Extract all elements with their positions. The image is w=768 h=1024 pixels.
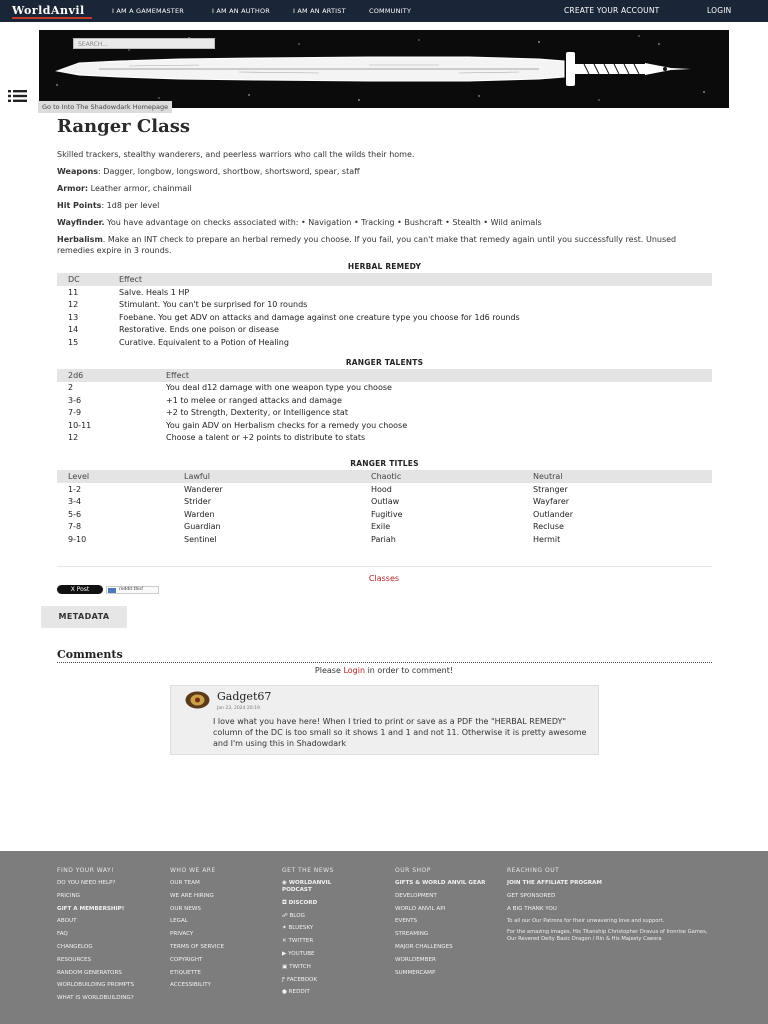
footer-link[interactable]: MAJOR CHALLENGES bbox=[395, 943, 453, 950]
comments-divider bbox=[57, 662, 712, 663]
table-cell: Curative. Equivalent to a Potion of Healing bbox=[119, 337, 289, 347]
footer-link[interactable]: CHANGELOG bbox=[57, 943, 93, 950]
login-prompt bbox=[0, 666, 768, 675]
table-cell: 5-6 bbox=[68, 509, 82, 519]
footer-column-who bbox=[170, 867, 278, 995]
table-cell: 7-9 bbox=[68, 408, 82, 418]
footer-link-label: WORLDANVIL PODCAST bbox=[282, 880, 332, 893]
intro-text: Skilled trackers, stealthy wanderers, and peerless warriors who call the wilds their home. bbox=[57, 150, 415, 159]
column-header: 2d6 bbox=[57, 369, 155, 382]
comment-card bbox=[170, 685, 599, 755]
wayfinder-label: Wayfinder. bbox=[57, 218, 105, 227]
ranger-talents-table bbox=[57, 369, 712, 445]
image-credits: For the amazing images, His Titanship Christopher Dravus of Ironrise Games, Our Revered Deity Basic Dragon / Rin & His Majesty Caeora bbox=[507, 929, 708, 943]
footer-link[interactable]: ABOUT bbox=[57, 918, 77, 925]
create-account-link[interactable]: CREATE YOUR ACCOUNT bbox=[564, 6, 660, 15]
table-row bbox=[57, 336, 712, 349]
table-cell: You deal d12 damage with one weapon type you choose bbox=[166, 383, 392, 393]
table-cell: 1-2 bbox=[68, 484, 82, 494]
footer-link[interactable]: COPYRIGHT bbox=[170, 956, 203, 963]
table-cell: +1 to melee or ranged attacks and damage bbox=[166, 395, 342, 405]
table-row bbox=[57, 324, 712, 337]
hitpoints-value: : 1d8 per level bbox=[101, 201, 160, 210]
podcast-icon: ◉ bbox=[282, 880, 289, 886]
footer-link[interactable] bbox=[282, 964, 390, 971]
footer-link[interactable]: SUMMERCAMP bbox=[395, 969, 436, 976]
login-prompt-prefix: Please bbox=[314, 666, 344, 675]
armor-value: Leather armor, chainmail bbox=[88, 184, 192, 193]
table-cell: Outlander bbox=[533, 509, 573, 519]
wayfinder-value: You have advantage on checks associated with: • Navigation • Tracking • Bushcraft • Stealth • Wild animals bbox=[104, 218, 542, 227]
x-post-button[interactable]: X Post bbox=[57, 585, 103, 594]
herbal-remedy-title: HERBAL REMEDY bbox=[347, 262, 422, 271]
divider bbox=[57, 566, 712, 567]
table-cell: 11 bbox=[68, 287, 79, 297]
twitch-icon: ▣ bbox=[282, 963, 290, 970]
table-cell: Fugitive bbox=[371, 509, 403, 519]
header-banner bbox=[39, 30, 729, 108]
table-cell: 12 bbox=[68, 433, 79, 443]
footer-heading: REACHING OUT bbox=[507, 867, 560, 874]
table-cell: 3-4 bbox=[68, 497, 82, 507]
column-header: Chaotic bbox=[360, 470, 522, 483]
footer-link[interactable]: WORLDEMBER bbox=[395, 956, 436, 963]
footer-column-news bbox=[282, 867, 390, 1002]
footer-link[interactable] bbox=[282, 951, 390, 958]
table-row bbox=[57, 533, 712, 546]
herbalism-label: Herbalism bbox=[57, 235, 103, 244]
worldanvil-logo[interactable]: WorldAnvil bbox=[12, 4, 85, 17]
avatar bbox=[185, 691, 210, 709]
reddit-label: reddit this! bbox=[119, 587, 144, 592]
footer-heading: OUR SHOP bbox=[395, 867, 431, 874]
armor-line bbox=[57, 183, 712, 194]
logo-accent bbox=[12, 17, 92, 19]
homepage-link[interactable]: Go to Into The Shadowdark Homepage bbox=[38, 101, 172, 113]
footer-link-label: REDDIT bbox=[288, 989, 310, 996]
footer-link[interactable]: PRICING bbox=[57, 892, 80, 899]
page-title: Ranger Class bbox=[57, 116, 191, 137]
column-header: Effect bbox=[108, 273, 712, 286]
reddit-icon bbox=[108, 588, 116, 593]
comments-heading: Comments bbox=[57, 648, 123, 661]
footer-link-label: YOUTUBE bbox=[288, 950, 315, 957]
reddit-icon: ● bbox=[282, 989, 289, 996]
discord-icon: ◘ bbox=[282, 899, 289, 906]
footer-link[interactable] bbox=[282, 913, 390, 920]
login-prompt-suffix: in order to comment! bbox=[365, 666, 454, 675]
weapons-line bbox=[57, 166, 712, 177]
footer-link[interactable]: DEVELOPMENT bbox=[395, 892, 437, 899]
metadata-button[interactable]: METADATA bbox=[41, 606, 127, 628]
footer-link-label: BLUESKY bbox=[288, 925, 314, 932]
comment-author[interactable]: Gadget67 bbox=[217, 690, 272, 703]
table-cell: Stimulant. You can't be surprised for 10 rounds bbox=[119, 300, 308, 310]
login-link[interactable]: LOGIN bbox=[707, 6, 732, 15]
table-row bbox=[57, 286, 712, 299]
table-row bbox=[57, 382, 712, 395]
footer-link[interactable]: GET SPONSORED bbox=[507, 892, 556, 899]
table-cell: 12 bbox=[68, 300, 79, 310]
footer-link[interactable] bbox=[282, 989, 390, 996]
table-cell: Outlaw bbox=[371, 497, 400, 507]
footer-link-label: DISCORD bbox=[288, 899, 318, 906]
footer-heading: WHO WE ARE bbox=[170, 867, 216, 874]
table-cell: Wanderer bbox=[184, 484, 223, 494]
footer-link[interactable]: RESOURCES bbox=[57, 956, 92, 963]
ranger-talents-title: RANGER TALENTS bbox=[345, 357, 424, 367]
table-cell: Choose a talent or +2 points to distribute to stats bbox=[166, 433, 366, 443]
hitpoints-label: Hit Points bbox=[57, 201, 102, 210]
wayfinder-line bbox=[57, 217, 712, 228]
herbalism-value: . Make an INT check to prepare an herbal remedy you choose. If you fail, you can't make that remedy again until you successfully rest. Unused remedies expire in 3 rounds. bbox=[57, 235, 677, 255]
column-header: DC bbox=[57, 273, 108, 286]
footer-link[interactable]: PRIVACY bbox=[170, 931, 194, 938]
hitpoints-line bbox=[57, 200, 712, 211]
menu-list-icon[interactable] bbox=[8, 89, 28, 103]
footer-column-reaching-out bbox=[507, 867, 717, 947]
table-row bbox=[57, 496, 712, 509]
ranger-titles-table bbox=[57, 470, 712, 546]
login-comment-link[interactable]: Login bbox=[343, 666, 366, 675]
table-cell: Hermit bbox=[533, 534, 561, 544]
comment-text: I love what you have here! When I tried to print or save as a PDF the "HERBAL REMEDY" column of the DC is too small so it shows 1 and 1 and not 11. Otherwise it is pretty awesome and I'm using this in Shadowdark bbox=[213, 717, 587, 748]
footer-link[interactable]: WHAT IS WORLDBUILDING? bbox=[57, 995, 134, 1002]
table-header-row bbox=[57, 273, 712, 286]
footer-link[interactable]: WE ARE HIRING bbox=[170, 892, 214, 899]
table-cell: Salve. Heals 1 HP bbox=[119, 287, 190, 297]
table-row bbox=[57, 299, 712, 312]
article-content bbox=[57, 116, 712, 546]
footer-link[interactable]: A BIG THANK YOU bbox=[507, 905, 557, 912]
footer-link-label: TWITTER bbox=[288, 938, 314, 945]
table-cell: Restorative. Ends one poison or disease bbox=[119, 325, 279, 335]
youtube-icon: ▶ bbox=[282, 950, 289, 957]
nav-gamemaster[interactable]: I AM A GAMEMASTER bbox=[112, 7, 184, 15]
column-header: Lawful bbox=[173, 470, 360, 483]
footer-link[interactable]: ETIQUETTE bbox=[170, 969, 201, 976]
table-cell: 7-8 bbox=[68, 522, 82, 532]
footer-link[interactable]: LEGAL bbox=[170, 918, 188, 925]
footer-link-label: TWITCH bbox=[289, 963, 311, 970]
table-cell: 9-10 bbox=[68, 534, 87, 544]
table-cell: Pariah bbox=[371, 534, 396, 544]
table-header-row bbox=[57, 369, 712, 382]
footer-link[interactable]: ACCESSIBILITY bbox=[170, 982, 211, 989]
footer-link[interactable]: STREAMING bbox=[395, 931, 429, 938]
footer-link-label: BLOG bbox=[289, 912, 305, 919]
blog-icon: ☍ bbox=[282, 912, 290, 919]
top-navigation-bar bbox=[0, 0, 768, 22]
table-cell: 15 bbox=[68, 337, 79, 347]
patrons-thanks: To all our Our Patrons for their unwavering love and support. bbox=[507, 918, 665, 925]
table-row bbox=[57, 394, 712, 407]
table-row bbox=[57, 432, 712, 445]
search-input[interactable]: SEARCH... bbox=[73, 38, 215, 49]
footer-column-shop bbox=[395, 867, 503, 982]
table-cell: 14 bbox=[68, 325, 79, 335]
table-cell: Sentinel bbox=[184, 534, 217, 544]
footer-link[interactable]: WORLD ANVIL API bbox=[395, 905, 446, 912]
footer-heading: FIND YOUR WAY! bbox=[57, 867, 115, 874]
footer-link[interactable]: FAQ bbox=[57, 931, 68, 938]
table-cell: Stranger bbox=[533, 484, 568, 494]
table-cell: Exile bbox=[371, 522, 391, 532]
column-header: Level bbox=[57, 470, 173, 483]
footer-heading: GET THE NEWS bbox=[282, 867, 334, 874]
footer-link[interactable]: OUR TEAM bbox=[170, 880, 200, 886]
table-cell: 13 bbox=[68, 312, 79, 322]
footer-link[interactable] bbox=[282, 925, 390, 932]
footer-link[interactable] bbox=[282, 900, 390, 907]
footer-link[interactable]: OUR NEWS bbox=[170, 905, 201, 912]
footer-link-label: FACEBOOK bbox=[287, 976, 318, 983]
herbalism-line bbox=[57, 234, 712, 256]
footer-link[interactable] bbox=[282, 938, 390, 945]
column-header: Neutral bbox=[522, 470, 712, 483]
table-cell: Strider bbox=[184, 497, 212, 507]
footer-link[interactable]: RANDOM GENERATORS bbox=[57, 969, 122, 976]
table-cell: You gain ADV on Herbalism checks for a remedy you choose bbox=[166, 420, 408, 430]
nav-artist[interactable]: I AM AN ARTIST bbox=[293, 7, 346, 15]
footer-link[interactable]: GIFT A MEMBERSHIP! bbox=[57, 905, 125, 912]
nav-community[interactable]: COMMUNITY bbox=[369, 7, 412, 15]
footer-link[interactable] bbox=[282, 977, 390, 984]
table-cell: 10-11 bbox=[68, 420, 92, 430]
site-footer bbox=[0, 851, 768, 1024]
footer-link[interactable]: WORLDBUILDING PROMPTS bbox=[57, 982, 135, 989]
footer-link[interactable] bbox=[282, 880, 362, 894]
footer-column-find bbox=[57, 867, 165, 1008]
table-row bbox=[57, 419, 712, 432]
table-cell: Wayfarer bbox=[533, 497, 570, 507]
classes-link[interactable]: Classes bbox=[368, 574, 400, 583]
ranger-titles-title: RANGER TITLES bbox=[350, 459, 419, 468]
table-cell: Recluse bbox=[533, 522, 564, 532]
weapons-value: : Dagger, longbow, longsword, shortbow, shortsword, spear, staff bbox=[98, 167, 360, 176]
bluesky-icon: ✦ bbox=[282, 925, 289, 932]
herbal-remedy-table bbox=[57, 273, 712, 349]
table-cell: +2 to Strength, Dexterity, or Intelligence stat bbox=[166, 408, 348, 418]
table-cell: Warden bbox=[184, 509, 215, 519]
armor-label: Armor: bbox=[57, 184, 89, 193]
facebook-icon: Ƒ bbox=[282, 976, 287, 983]
table-row bbox=[57, 508, 712, 521]
reddit-button[interactable] bbox=[106, 586, 159, 594]
table-cell: 3-6 bbox=[68, 395, 82, 405]
footer-link[interactable]: TERMS OF SERVICE bbox=[170, 943, 224, 950]
table-cell: 2 bbox=[68, 383, 74, 393]
footer-link[interactable]: JOIN THE AFFILIATE PROGRAM bbox=[507, 880, 602, 886]
nav-author[interactable]: I AM AN AUTHOR bbox=[212, 7, 270, 15]
table-row bbox=[57, 483, 712, 496]
table-row bbox=[57, 521, 712, 534]
comment-date: Jan 23, 2024 20:19 bbox=[217, 706, 260, 711]
table-cell: Foebane. You get ADV on attacks and damage against one creature type you choose for 1d6 rounds bbox=[119, 312, 520, 322]
table-row bbox=[57, 311, 712, 324]
footer-link[interactable]: GIFTS & WORLD ANVIL GEAR bbox=[395, 880, 486, 886]
column-header: Effect bbox=[155, 369, 712, 382]
table-header-row bbox=[57, 470, 712, 483]
table-cell: Hood bbox=[371, 484, 392, 494]
weapons-label: Weapons bbox=[57, 167, 99, 176]
footer-link[interactable]: EVENTS bbox=[395, 918, 418, 925]
table-cell: Guardian bbox=[184, 522, 221, 532]
footer-link[interactable]: DO YOU NEED HELP? bbox=[57, 880, 116, 886]
twitter-icon: ✕ bbox=[282, 938, 289, 945]
table-row bbox=[57, 407, 712, 420]
